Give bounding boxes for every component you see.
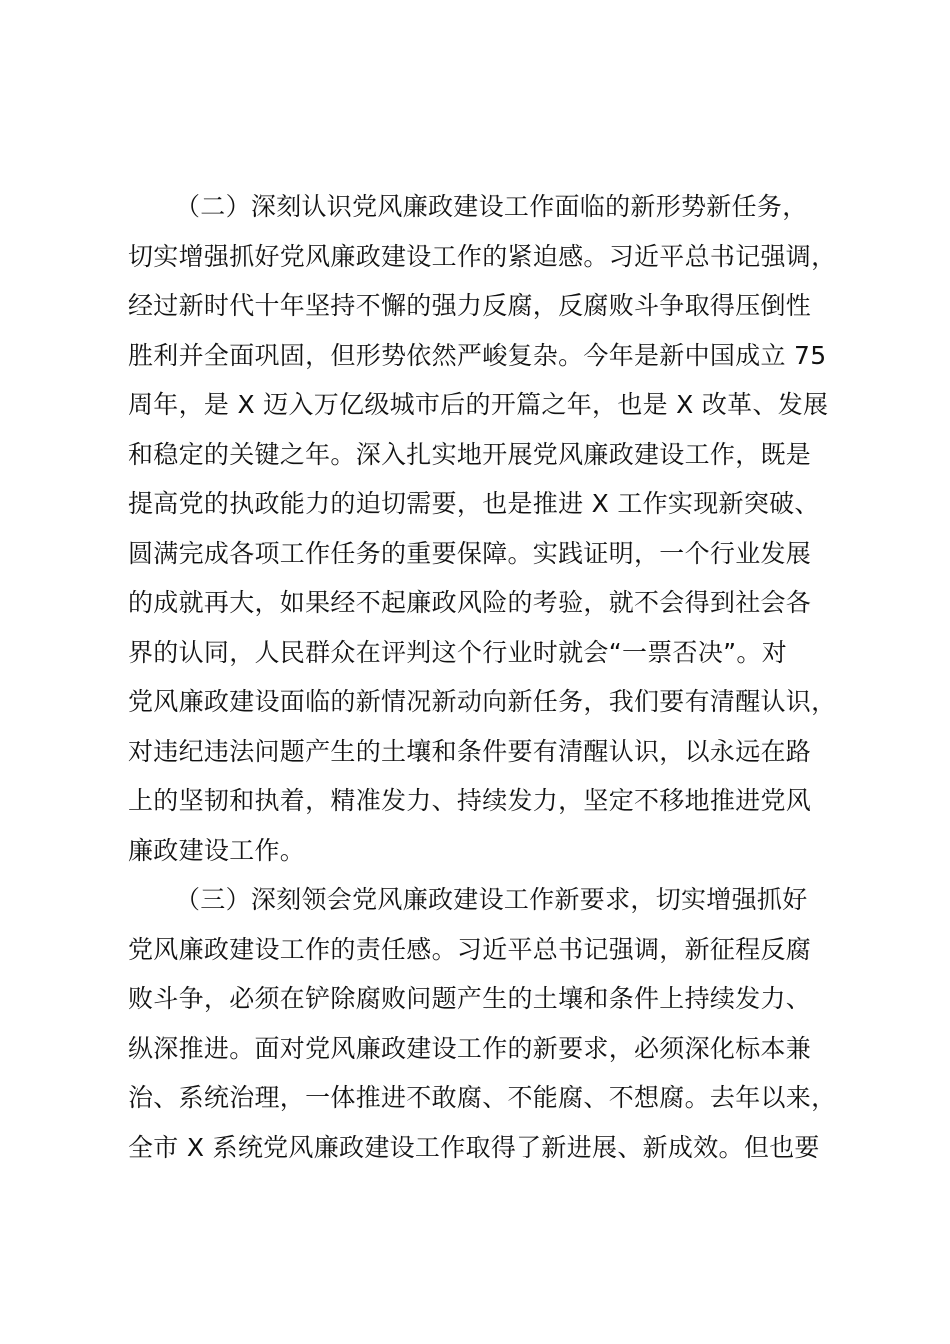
paragraph-line: 党风廉政建设工作的责任感。习近平总书记强调，新征程反腐 [128, 934, 812, 964]
paragraph-line: （二）深刻认识党风廉政建设工作面临的新形势新任务， [175, 192, 808, 221]
paragraph-section-two [128, 182, 868, 875]
paragraph-line: 廉政建设工作。 [128, 835, 306, 865]
paragraph-line: 胜利并全面巩固，但形势依然严峻复杂。今年是新中国成立 75 [128, 340, 827, 370]
paragraph-line: （三）深刻领会党风廉政建设工作新要求，切实增强抓好 [175, 885, 808, 914]
paragraph-line: 对违纪违法问题产生的土壤和条件要有清醒认识，以永远在路 [128, 736, 812, 766]
paragraph-line: 经过新时代十年坚持不懈的强力反腐，反腐败斗争取得压倒性 [128, 291, 812, 320]
paragraph-section-three [128, 875, 868, 1172]
paragraph-line: 全市 X 系统党风廉政建设工作取得了新进展、新成效。但也要 [128, 1132, 820, 1162]
paragraph-line: 纵深推进。面对党风廉政建设工作的新要求，必须深化标本兼 [128, 1033, 812, 1063]
paragraph-line: 提高党的执政能力的迫切需要，也是推进 X 工作实现新突破、 [128, 489, 820, 518]
paragraph-line: 败斗争，必须在铲除腐败问题产生的土壤和条件上持续发力、 [128, 984, 812, 1013]
paragraph-line: 界的认同，人民群众在评判这个行业时就会“一票否决”。对 [128, 637, 788, 667]
document-body [128, 182, 868, 1172]
paragraph-line: 周年，是 X 迈入万亿级城市后的开篇之年，也是 X 改革、发展 [128, 390, 829, 419]
paragraph-line: 上的坚韧和执着，精准发力、持续发力，坚定不移地推进党风 [128, 786, 812, 815]
paragraph-line: 党风廉政建设面临的新情况新动向新任务，我们要有清醒认识， [128, 687, 837, 716]
paragraph-line: 的成就再大，如果经不起廉政风险的考验，就不会得到社会各 [128, 588, 812, 617]
paragraph-line: 治、系统治理，一体推进不敢腐、不能腐、不想腐。去年以来， [128, 1083, 837, 1112]
paragraph-line: 和稳定的关键之年。深入扎实地开展党风廉政建设工作，既是 [128, 439, 812, 469]
paragraph-line: 圆满完成各项工作任务的重要保障。实践证明，一个行业发展 [128, 538, 812, 568]
paragraph-line: 切实增强抓好党风廉政建设工作的紧迫感。习近平总书记强调， [128, 241, 837, 271]
